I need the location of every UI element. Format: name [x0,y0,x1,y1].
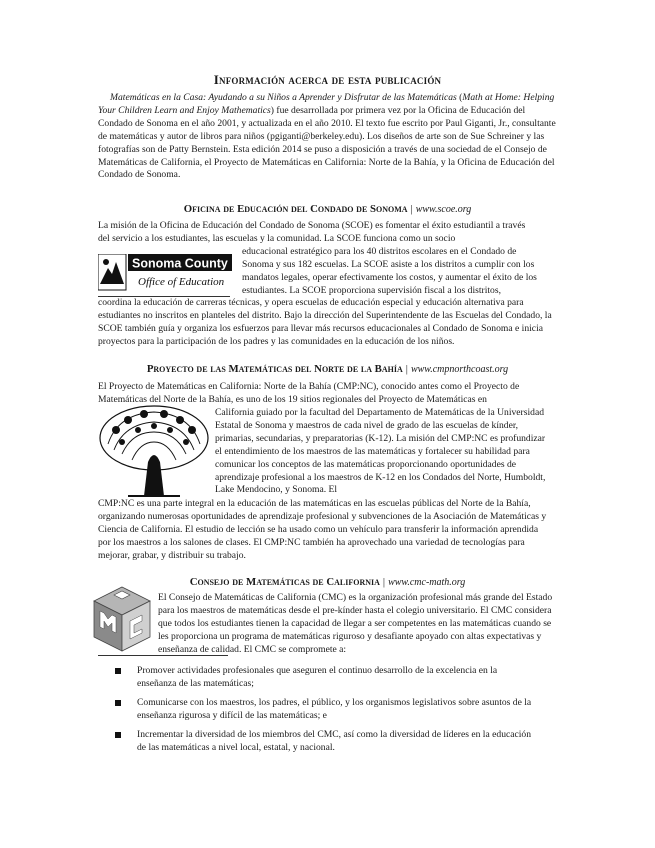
cmc-url-link[interactable]: www.cmc-math.org [388,577,466,588]
logo-line2: Office of Education [138,276,225,288]
bullet-text: Comunicarse con los maestros, los padres, el público, y los organismos legislativos sobre asuntos de la enseñanza rigurosa y difícil de las matemáticas; e [137,696,532,721]
sonoma-county-logo [98,254,232,292]
cmpnc-heading-text: Proyecto de las Matemáticas del Norte de la Bahía [146,363,403,375]
intro-body: ) fue desarrollada por primera vez por la Oficina de Educación del Condado de Sonoma en el año 2001, y actualizada en el año 2010. El texto fue escrito por Paul Giganti, Jr., consultante de matemáticas y autor de libros para niños (pgiganti@berkeley.edu). Los diseños de arte son de Sue Schreiner y las fotografías son de Patty Bernstein. Esta edición 2014 se puso a disposición a través de una sociedad de el Consejo de Matemáticas de California, el Proyecto de Matemáticas en California: Norte de la Bahía, y la Oficina de Educación del Condado de Sonoma. [98,104,556,181]
bullet-text: Promover actividades profesionales que aseguren el continuo desarrollo de la excelencia en la enseñanza de las matemáticas; [137,665,498,689]
cmpnc-text-wrap: California guiado por la facultad del Departamento de Matemáticas de la Universidad Estatal de Sonoma y maestros de cada nivel de grado de las escuelas de kínder, primarias, secundarias, y preparatorias (K-12). La misión del CMP:NC es profundizar el entendimiento de los maestros de las matemáticas y fortalecer su habilidad para comunicar los conceptos de las matemáticas proporcionando oportunidades de aprendizaje profesional a los maestros de K-12 en los Condados del Norte, Humboldt, Lake Mendocino, y Sonoma. El [215,407,546,496]
cmpnc-url-link[interactable]: www.cmpnorthcoast.org [410,364,509,375]
scoe-url-link[interactable]: www.scoe.org [415,204,472,215]
list-item [115,729,535,755]
scoe-text-wrap: educacional estratégico para los 40 distritos escolares en el Condado de Sonoma y sus 182 escuelas. La SCOE asiste a los distritos a cumplir con los mandatos legales, operar efectivamente los costos, y aumentar el éxito de los estudiantes. La SCOE proporciona supervisión fiscal a los distritos, [242,246,537,296]
cmc-text-wrap: El Consejo de Matemáticas de California (CMC) es la organización profesional más grande del Estado para los maestros de matemáticas desde el pre-kínder hasta el colegio universitario. El CMC considera que todos los estudiantes tienen la capacidad de llegar a ser competentes en las matemáticas cuando se les proporciona un programa de matemáticas riguroso y desafiante apoyado con altas expectativas y enseñanza de calidad. El CMC se compromete a: [158,592,553,655]
scoe-text-top: La misión de la Oficina de Educación del Condado de Sonoma (SCOE) es fomentar el éxito estudiantil a través del servicio a los estudiantes, las escuelas y la comunidad. La SCOE funciona como un socio [98,220,526,244]
heading-separator: | [405,363,408,375]
intro-paren: ( [456,92,463,103]
cmpnc-text-bottom: CMP:NC es una parte integral en la educación de las matemáticas en las escuelas públicas del Norte de la Bahía, organizando numerosas oportunidades de aprendizaje profesional y subvenciones de la Asociación de Matemáticas y Ciencia de California. El estudio de lección se ha usado como un vehículo para transferir la información aprendida por los maestros a los salones de clases. El CMP:NC también ha aprovechado una variedad de tecnologías para mejorar, grabar, y distribuir su trabajo. [98,498,547,561]
intro-paragraph [98,92,560,182]
bullet-square-icon [115,700,121,706]
heading-separator: | [382,576,386,588]
intro-english-title: Math at Home: Helping Your Children Learn and Enjoy Mathematics [98,92,555,116]
list-item [115,697,535,723]
page-title: Información acerca de esta publicación [213,72,442,87]
fractal-tree-illustration [98,404,210,498]
cmc-heading-text: Consejo de Matemáticas de California [189,576,380,588]
heading-separator: | [410,203,413,215]
cmc-bullet-list [115,665,535,760]
bullet-square-icon [115,732,121,738]
scoe-heading [0,203,655,215]
cmpnc-text-top: El Proyecto de Matemáticas en California: Norte de la Bahía (CMP:NC), conocido antes como el Proyecto de Matemáticas del Norte de la Bahía, es uno de los 19 sitios regionales del Proyecto de Matemáticas en [98,381,520,405]
bullet-text: Incrementar la diversidad de los miembros del CMC, así como la diversidad de líderes en la educación de las matemáticas a nivel local, estatal, y nacional. [137,728,532,753]
cmc-cube-logo [92,585,152,653]
list-item [115,665,535,691]
logo-line1: Sonoma County [132,256,228,271]
scoe-text-bottom: coordina la educación de carreras técnicas, y opera escuelas de educación especial y educación alternativa para estudiantes no inscritos en planteles del distrito. Bajo la dirección del Superintendente de las Escuelas del Condado, la SCOE también guía y organiza los esfuerzos para llevar más recursos educacionales al Condado de Sonoma e inicia proyectos para la participación de los padres y las comunidades en la educación de los niños. [98,297,552,347]
bullet-square-icon [115,668,121,674]
cmpnc-heading [0,363,655,375]
scoe-heading-text: Oficina de Educación del Condado de Sonoma [183,203,408,215]
intro-italic-title: Matemáticas en la Casa: Ayudando a su Niños a Aprender y Disfrutar de las Matemáticas [110,92,457,103]
